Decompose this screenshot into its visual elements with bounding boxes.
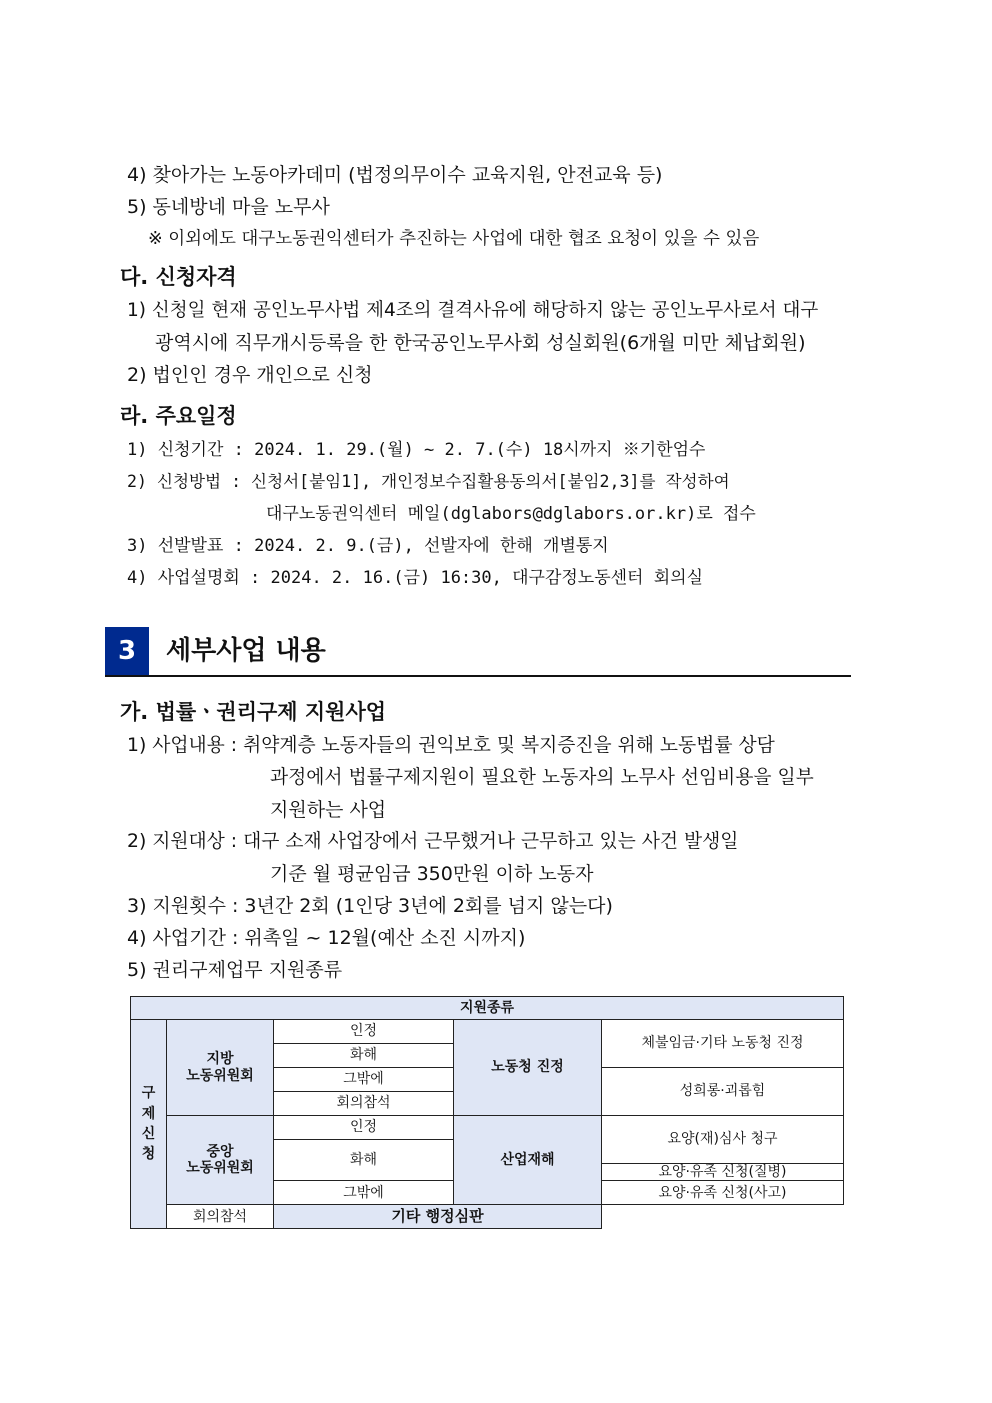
list-item: 2) 법인인 경우 개인으로 신청 <box>127 364 373 386</box>
list-item: 2) 지원대상 : 대구 소재 사업장에서 근무했거나 근무하고 있는 사건 발생일 <box>127 831 739 852</box>
admin-appeal-label: 기타 행정심판 <box>274 1205 602 1229</box>
table-cell: 체불임금·기타 노동청 진정 <box>602 1020 844 1068</box>
table-cell: 요양·유족 신청(사고) <box>602 1181 844 1205</box>
table-cell: 그밖에 <box>274 1181 454 1205</box>
note-text: ※ 이외에도 대구노동권익센터가 추진하는 사업에 대한 협조 요청이 있을 수 있음 <box>148 229 760 249</box>
list-item: 4) 찾아가는 노동아카데미 (법정의무이수 교육지원, 안전교육 등) <box>127 164 663 186</box>
list-item: 4) 사업설명회 : 2024. 2. 16.(금) 16:30, 대구감정노동센터 회의실 <box>127 568 703 588</box>
table-cell: 화해 <box>274 1140 454 1181</box>
support-types-table <box>130 996 844 1229</box>
list-item: 2) 신청방법 : 신청서[붙임1], 개인정보수집활용동의서[붙임2,3]를 작성하여 <box>127 472 730 491</box>
table-cell: 그밖에 <box>274 1068 454 1092</box>
section-title: 세부사업 내용 <box>166 636 326 666</box>
list-item: 3) 선발발표 : 2024. 2. 9.(금), 선발자에 한해 개별통지 <box>127 536 609 556</box>
table-cell: 인정 <box>274 1020 454 1044</box>
list-item: 광역시에 직무개시등록을 한 한국공인노무사회 성실회원(6개월 미만 체납회원) <box>155 332 806 354</box>
central-committee-label: 중앙 노동위원회 <box>167 1116 274 1205</box>
list-item: 5) 권리구제업무 지원종류 <box>127 959 343 981</box>
list-item: 과정에서 법률구제지원이 필요한 노동자의 노무사 선임비용을 일부 <box>270 767 814 788</box>
schedule-heading: 라. 주요일정 <box>120 404 237 428</box>
legal-support-heading: 가. 법률ㆍ권리구제 지원사업 <box>120 700 387 724</box>
table-cell: 인정 <box>274 1116 454 1140</box>
list-item: 기준 월 평균임금 350만원 이하 노동자 <box>270 863 594 885</box>
table-cell: 요양·유족 신청(질병) <box>602 1164 844 1181</box>
eligibility-heading: 다. 신청자격 <box>120 265 237 289</box>
list-item: 1) 신청기간 : 2024. 1. 29.(월) ~ 2. 7.(수) 18시까지 ※기한엄수 <box>127 440 706 460</box>
table-cell: 성희롱·괴롭힘 <box>602 1068 844 1116</box>
labor-office-label: 노동청 진정 <box>454 1020 602 1116</box>
list-item: 3) 지원횟수 : 3년간 2회 (1인당 3년에 2회를 넘지 않는다) <box>127 895 613 917</box>
section-divider <box>105 675 851 677</box>
list-item: 1) 신청일 현재 공인노무사법 제4조의 결격사유에 해당하지 않는 공인노무사로서 대구 <box>127 300 819 321</box>
table-header: 지원종류 <box>131 997 844 1020</box>
section-number-badge: 3 <box>105 627 149 675</box>
table-cell: 요양(재)심사 청구 <box>602 1116 844 1164</box>
table-cell: 회의참석 <box>167 1205 274 1229</box>
list-item: 5) 동네방네 마을 노무사 <box>127 196 330 218</box>
local-committee-label: 지방 노동위원회 <box>167 1020 274 1116</box>
table-cell: 화해 <box>274 1044 454 1068</box>
industrial-accident-label: 산업재해 <box>454 1116 602 1205</box>
table-cell: 회의참석 <box>274 1092 454 1116</box>
list-item: 4) 사업기간 : 위촉일 ~ 12월(예산 소진 시까지) <box>127 927 526 949</box>
list-item: 대구노동권익센터 메일(dglabors@dglabors.or.kr)로 접수 <box>266 504 756 524</box>
list-item: 1) 사업내용 : 취약계층 노동자들의 권익보호 및 복지증진을 위해 노동법률 상담 <box>127 735 775 756</box>
list-item: 지원하는 사업 <box>270 799 387 821</box>
relief-application-label: 구 제 신 청 <box>131 1020 167 1229</box>
